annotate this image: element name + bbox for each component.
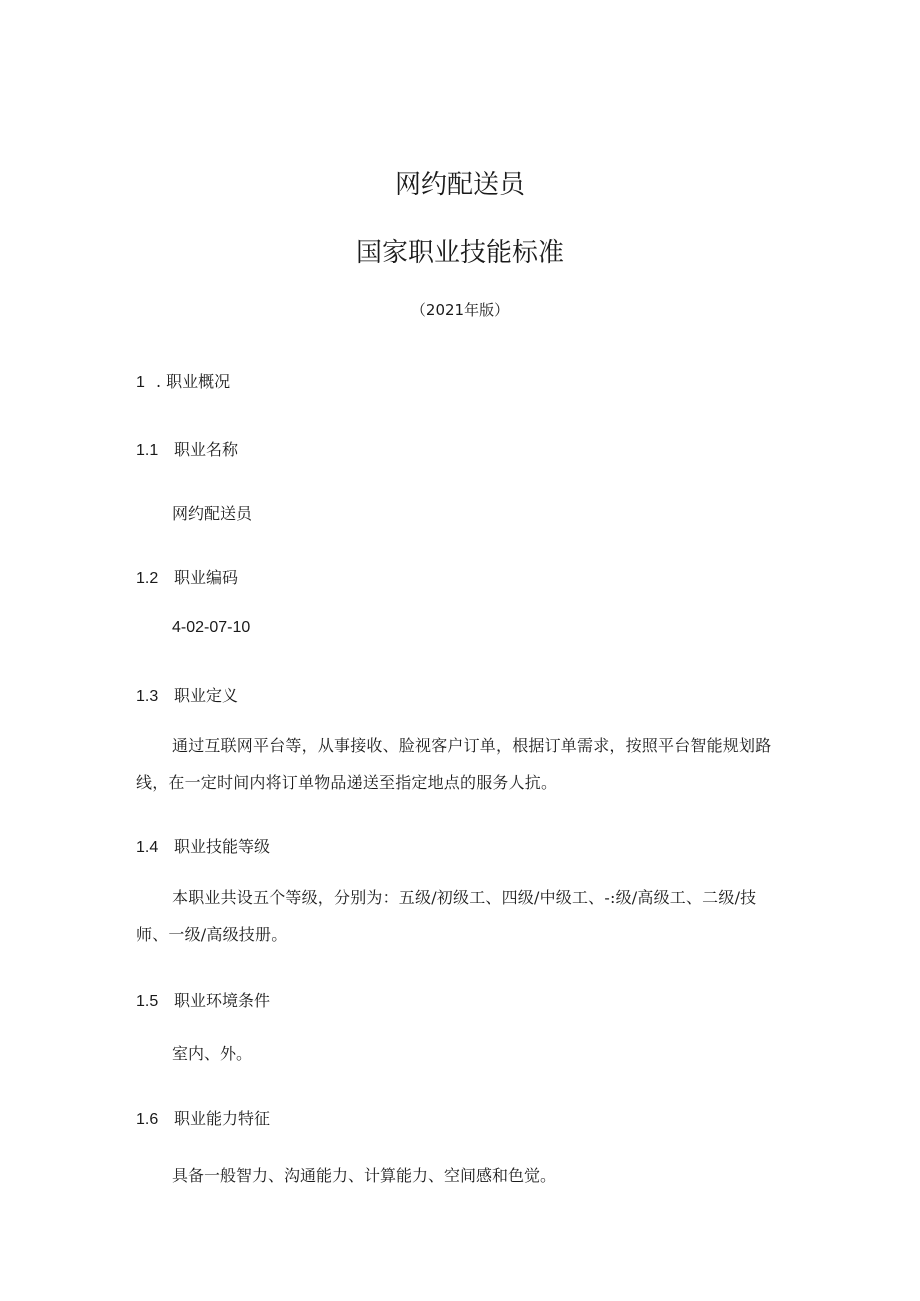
section-label: 职业名称 — [174, 440, 239, 459]
section-number: 1.4 — [136, 839, 159, 856]
section-number: 1.3 — [136, 688, 159, 705]
document-edition: （2021年版） — [410, 301, 510, 319]
section-1-4-heading — [136, 834, 270, 857]
section-1-1-content: 网约配送员 — [172, 504, 253, 523]
document-title-occupation: 网约配送员 — [394, 170, 525, 200]
document-title-standard: 国家职业技能标准 — [355, 238, 564, 268]
section-label: 职业能力特征 — [174, 1109, 271, 1128]
section-1-6-heading — [136, 1106, 270, 1129]
section-label: 职业环境条件 — [174, 991, 271, 1010]
section-number: 1.5 — [136, 993, 159, 1010]
section-1-5-heading — [136, 988, 270, 1011]
section-number: 1 — [136, 374, 145, 391]
section-1-1-heading — [136, 437, 238, 460]
section-1-2-content: 4-02-07-10 — [172, 619, 251, 636]
section-1-2-heading — [136, 565, 238, 588]
section-1-3-heading — [136, 683, 238, 706]
section-1-3-content: 通过互联网平台等，从事接收、脸视客户订单，根据订单需求，按照平台智能规划路线，在一定时间内将订单物品递送至指定地点的服务人抗。 — [136, 736, 772, 792]
section-1-5-content: 室内、外。 — [172, 1044, 253, 1063]
section-number: 1.2 — [136, 570, 159, 587]
section-label: 职业定义 — [174, 686, 239, 705]
section-1-heading — [136, 369, 230, 392]
section-label: 职业技能等级 — [174, 837, 271, 856]
section-number: 1.1 — [136, 442, 159, 459]
section-number: 1.6 — [136, 1111, 159, 1128]
section-label: 职业编码 — [174, 568, 239, 587]
section-label: . 职业概况 — [156, 372, 231, 391]
section-1-6-content: 具备一般智力、沟通能力、计算能力、空间感和色觉。 — [172, 1166, 557, 1185]
section-1-4-content: 本职业共设五个等级，分别为：五级/初级工、四级/中级工、-:级/高级工、二级/技师、一级/高级技册。 — [136, 888, 757, 944]
